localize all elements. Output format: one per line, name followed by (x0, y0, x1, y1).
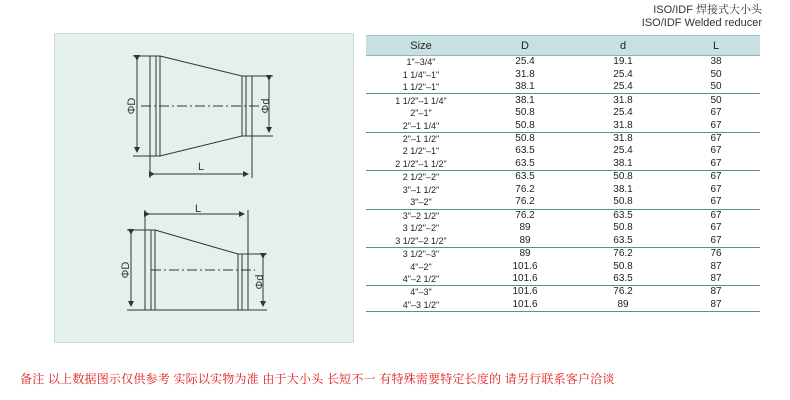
cell-D: 101.6 (476, 273, 574, 286)
cell-D: 38.1 (476, 81, 574, 94)
table-body (366, 56, 760, 312)
cell-D: 50.8 (515, 107, 535, 119)
table-row (366, 145, 760, 158)
cell-d: 50.8 (574, 196, 672, 209)
table-row (366, 158, 760, 171)
cell-D: 25.4 (515, 56, 535, 68)
cell-D: 63.5 (476, 158, 574, 171)
cell-L: 87 (672, 273, 760, 286)
col-header-size: Size (366, 36, 476, 56)
cell-L: 38 (710, 56, 722, 68)
cell-L: 67 (710, 222, 722, 234)
cell-d: 25.4 (574, 81, 672, 94)
spec-table (366, 35, 760, 312)
table-row (366, 286, 760, 299)
cell-L: 67 (710, 107, 722, 119)
table-row (366, 132, 760, 145)
cell-d: 50.8 (613, 171, 633, 183)
cell-L: 67 (710, 171, 722, 183)
table-header-row (366, 36, 760, 56)
table-row (366, 68, 760, 81)
cell-D: 101.6 (476, 299, 574, 312)
eccentric-reducer-view (127, 210, 267, 310)
cell-d: 76.2 (613, 286, 633, 298)
cell-D: 101.6 (512, 260, 538, 272)
top-dim-L-label: L (197, 161, 205, 173)
cell-L: 67 (672, 196, 760, 209)
title-en: ISO/IDF Welded reducer (641, 17, 762, 29)
cell-D: 31.8 (515, 68, 535, 80)
cell-D: 63.5 (515, 171, 535, 183)
cell-size: 2"–1 1/2" (402, 133, 440, 144)
footer-note: 备注 以上数据图示仅供参考 实际以实物为准 由于大小头 长短不一 有特殊需要特定长度的 请另行联系客户洽谈 (20, 372, 615, 386)
cell-D: 50.8 (476, 119, 574, 132)
cell-size: 1"–3/4" (406, 57, 436, 68)
spec-table-wrap (366, 35, 760, 312)
cell-D: 101.6 (512, 286, 538, 298)
concentric-reducer-view (133, 56, 273, 178)
table-row (366, 260, 760, 273)
cell-L: 87 (710, 260, 722, 272)
top-dim-D-label: ΦD (126, 97, 138, 115)
cell-size: 2 1/2"–1" (402, 146, 440, 157)
cell-D: 89 (476, 235, 574, 248)
cell-D: 38.1 (515, 94, 535, 106)
cell-D: 76.2 (476, 196, 574, 209)
cell-size: 2"–1" (410, 108, 432, 119)
cell-size: 4"–2 1/2" (366, 273, 476, 286)
table-row (366, 81, 760, 94)
cell-d: 31.8 (574, 119, 672, 132)
cell-d: 25.4 (613, 107, 633, 119)
cell-size: 1 1/4"–1" (402, 69, 440, 80)
cell-d: 38.1 (574, 158, 672, 171)
cell-L: 67 (672, 158, 760, 171)
bottom-dim-L-label: L (194, 203, 202, 215)
col-header-d: d (574, 36, 672, 56)
cell-d: 19.1 (613, 56, 633, 68)
cell-d: 76.2 (613, 248, 633, 260)
cell-L: 67 (710, 209, 722, 221)
cell-size: 1 1/2"–1 1/4" (395, 95, 447, 106)
cell-d: 50.8 (613, 260, 633, 272)
table-row (366, 107, 760, 120)
cell-D: 50.8 (515, 132, 535, 144)
cell-L: 76 (710, 248, 722, 260)
table-row (366, 119, 760, 132)
cell-d: 89 (574, 299, 672, 312)
cell-D: 89 (519, 222, 531, 234)
reducer-drawing (55, 34, 355, 344)
drawing-panel (54, 33, 354, 343)
cell-size: 4"–3" (410, 287, 432, 298)
cell-size: 3 1/2"–3" (402, 249, 440, 260)
table-row (366, 299, 760, 312)
table-row (366, 222, 760, 235)
table-row (366, 183, 760, 196)
cell-d: 31.8 (613, 94, 633, 106)
cell-size: 3 1/2"–2 1/2" (366, 235, 476, 248)
cell-size: 3"–2" (366, 196, 476, 209)
cell-size: 1 1/2"–1" (366, 81, 476, 94)
table-row (366, 273, 760, 286)
table-row (366, 247, 760, 260)
cell-L: 50 (672, 81, 760, 94)
cell-d: 38.1 (613, 183, 633, 195)
cell-size: 4"–2" (410, 261, 432, 272)
cell-D: 63.5 (515, 145, 535, 157)
table-row (366, 209, 760, 222)
cell-D: 76.2 (515, 183, 535, 195)
table-row (366, 235, 760, 248)
cell-L: 67 (710, 132, 722, 144)
cell-d: 50.8 (613, 222, 633, 234)
cell-L: 67 (672, 235, 760, 248)
cell-L: 87 (672, 299, 760, 312)
cell-D: 89 (519, 248, 531, 260)
cell-size: 3 1/2"–2" (402, 223, 440, 234)
cell-size: 2 1/2"–1 1/2" (366, 158, 476, 171)
cell-L: 50 (710, 94, 722, 106)
table-row (366, 171, 760, 184)
cell-L: 67 (710, 183, 722, 195)
title-cn: ISO/IDF 焊接式大小头 (653, 4, 762, 16)
bottom-dim-d-label: Φd (254, 274, 266, 290)
cell-L: 50 (710, 68, 722, 80)
col-header-D: D (476, 36, 574, 56)
title-block (642, 4, 762, 30)
cell-size: 2 1/2"–2" (402, 172, 440, 183)
cell-size: 3"–1 1/2" (402, 184, 440, 195)
table-row (366, 196, 760, 209)
cell-d: 25.4 (613, 68, 633, 80)
cell-d: 63.5 (574, 273, 672, 286)
cell-size: 2"–1 1/4" (366, 119, 476, 132)
cell-D: 76.2 (515, 209, 535, 221)
cell-L: 67 (710, 145, 722, 157)
cell-size: 3"–2 1/2" (402, 210, 440, 221)
cell-d: 63.5 (613, 209, 633, 221)
cell-L: 87 (710, 286, 722, 298)
table-row (366, 56, 760, 69)
top-dim-d-label: Φd (260, 98, 272, 114)
bottom-dim-D-label: ΦD (120, 261, 132, 279)
cell-d: 31.8 (613, 132, 633, 144)
cell-d: 63.5 (574, 235, 672, 248)
cell-L: 67 (672, 119, 760, 132)
cell-d: 25.4 (613, 145, 633, 157)
col-header-L: L (672, 36, 760, 56)
cell-size: 4"–3 1/2" (366, 299, 476, 312)
table-row (366, 94, 760, 107)
